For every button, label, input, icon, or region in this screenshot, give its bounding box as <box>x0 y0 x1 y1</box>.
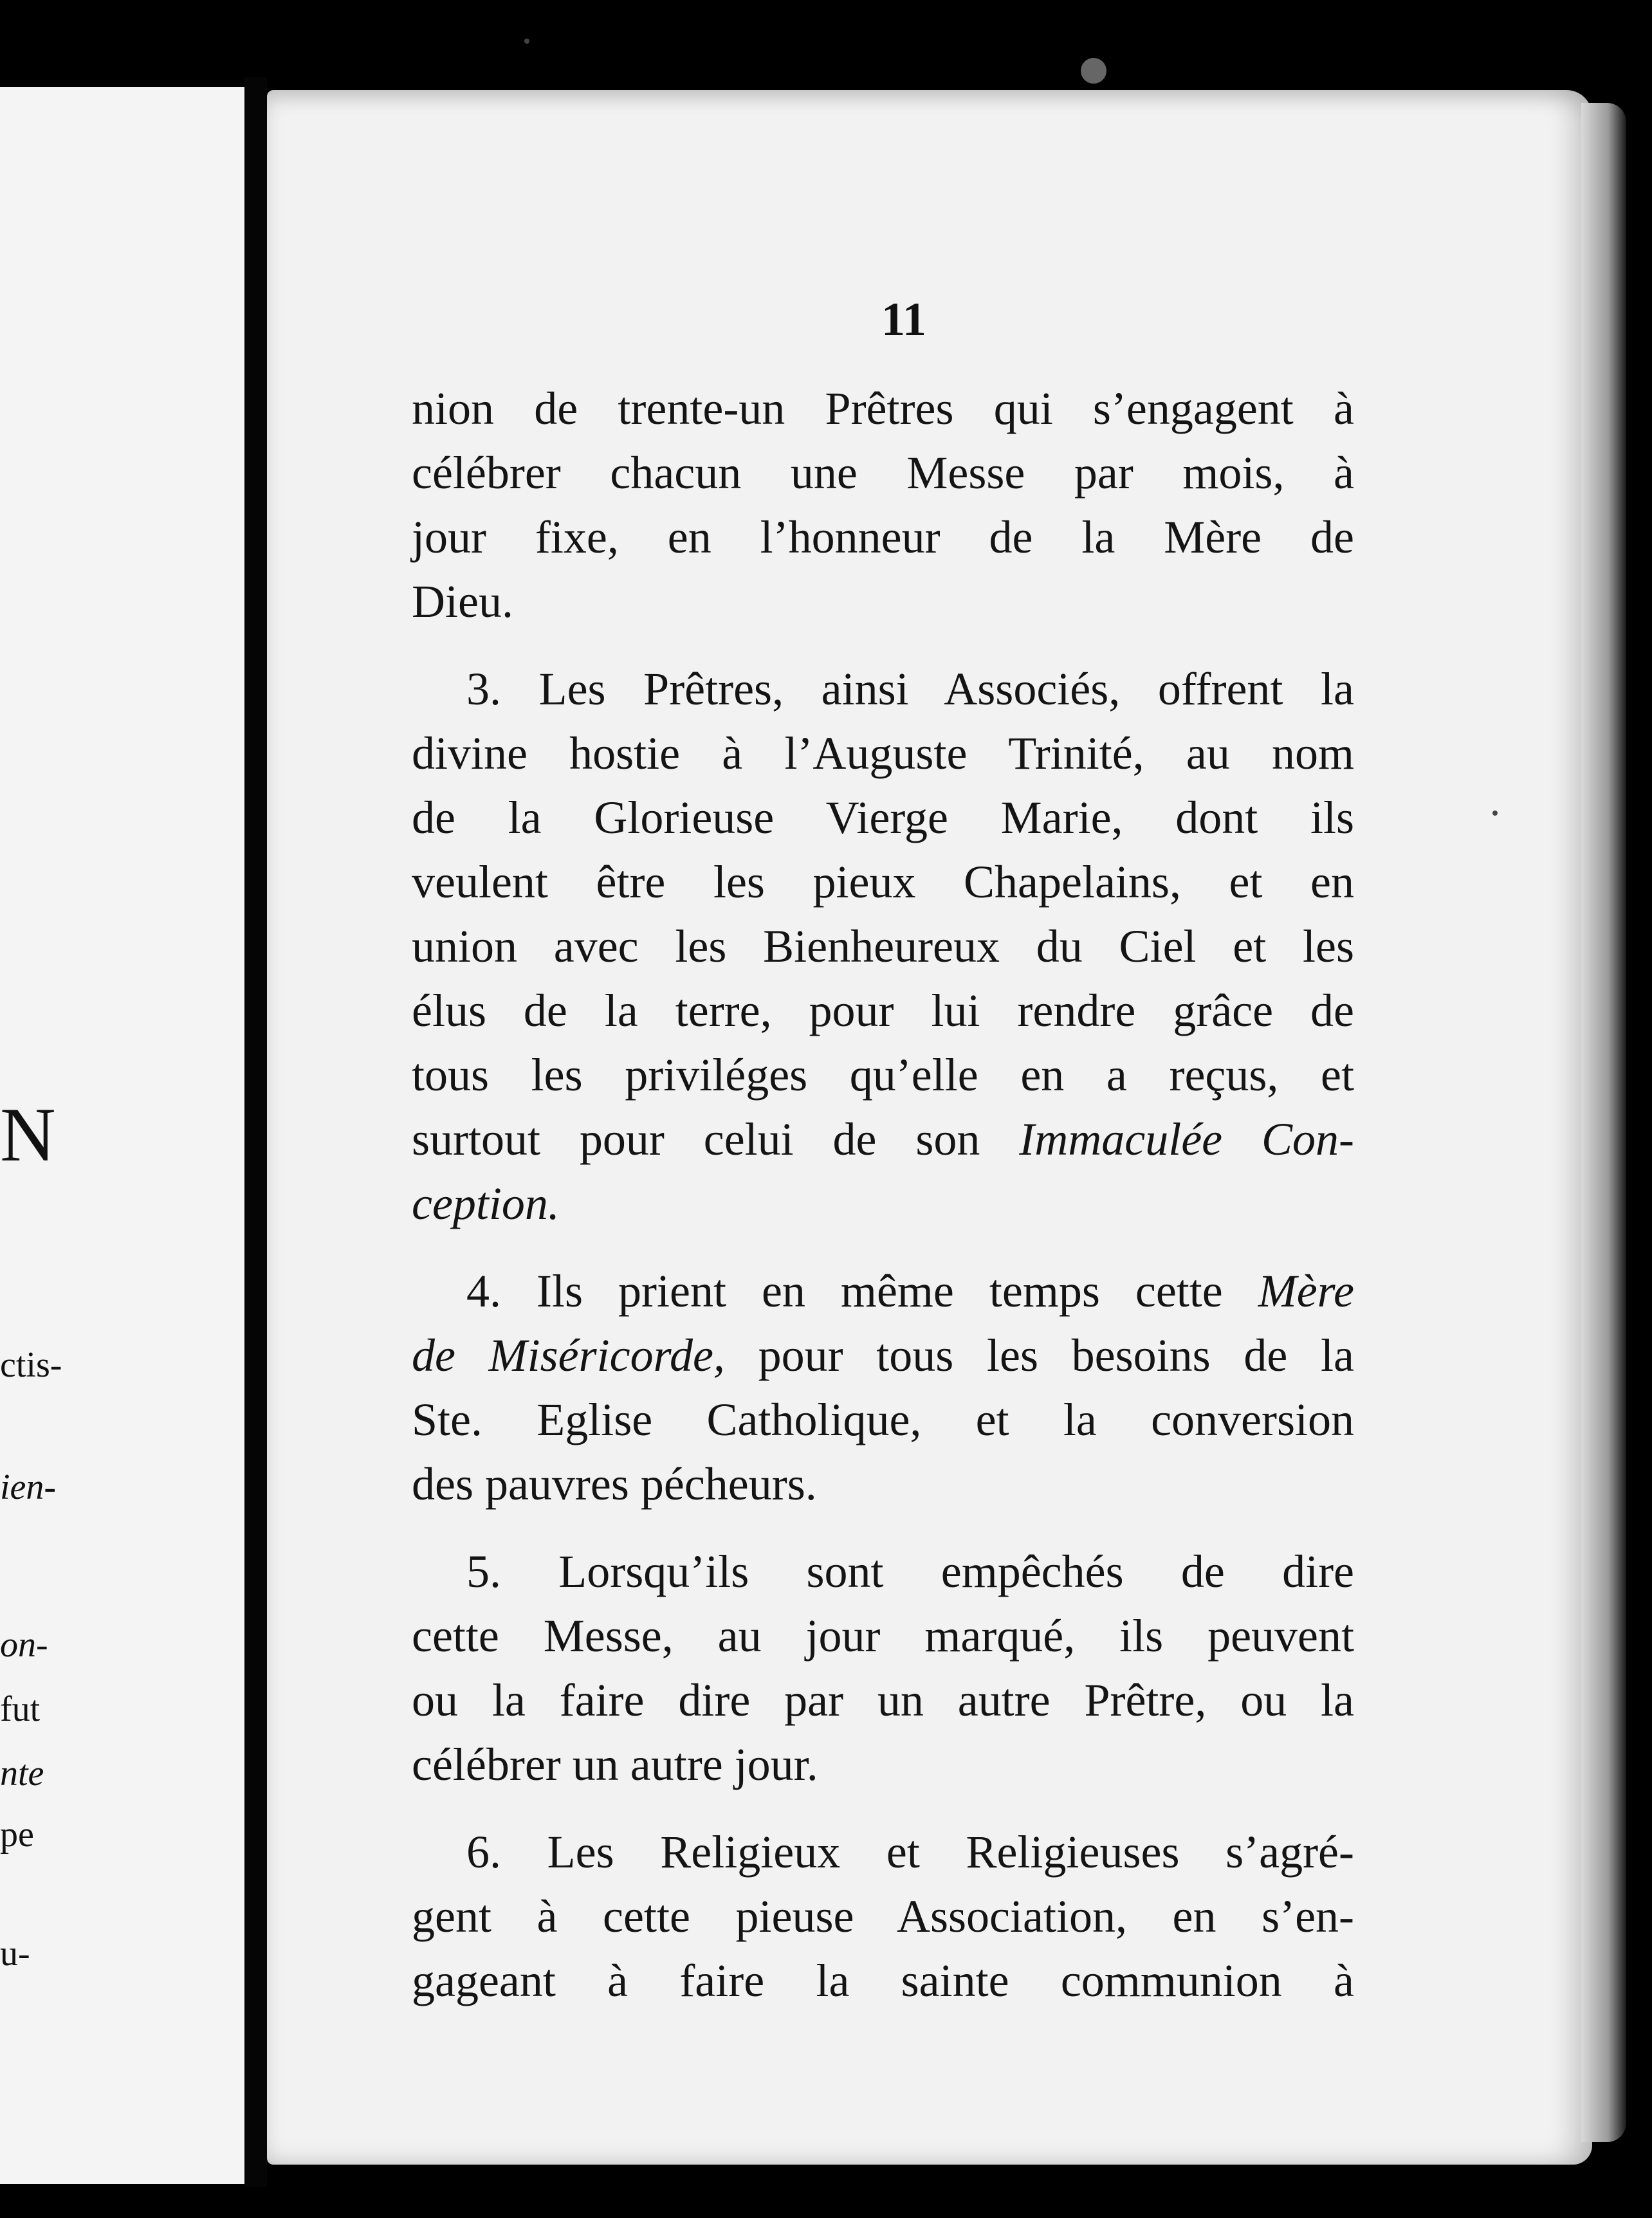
text-line: élus de la terre, pour lui rendre grâce de <box>412 985 1354 1036</box>
left-fragment: pe <box>0 1815 34 1855</box>
text-line: cette Messe, au jour marqué, ils peuvent <box>412 1610 1354 1662</box>
text-line: jour fixe, en l’honneur de la Mère de <box>412 511 1354 563</box>
paragraph-4 <box>412 1259 1354 1516</box>
text-segment: 4. Ils prient en même temps cette <box>466 1265 1258 1317</box>
paragraph-3 <box>412 657 1354 1236</box>
text-line: nion de trente-un Prêtres qui s’engagent à <box>412 383 1354 434</box>
paragraph-5 <box>412 1539 1354 1797</box>
text-line: gageant à faire la sainte communion à <box>412 1955 1354 2006</box>
page-number: 11 <box>881 293 926 346</box>
left-fragment: nte <box>0 1754 44 1793</box>
text-line: 3. Les Prêtres, ainsi Associés, offrent la <box>466 663 1354 715</box>
text-line-mixed <box>412 1107 1354 1171</box>
left-fragment: on- <box>0 1625 48 1665</box>
text-line: veulent être les pieux Chapelains, et en <box>412 856 1354 908</box>
scan-speck <box>1081 58 1106 84</box>
text-line: célébrer chacun une Messe par mois, à <box>412 447 1354 499</box>
left-fragment: N <box>0 1092 56 1177</box>
left-page-fragment <box>0 87 244 2184</box>
page-edge-shadow <box>1581 103 1626 2142</box>
book-gutter <box>244 77 267 2187</box>
italic-text: Immaculée Con- <box>1019 1114 1355 1165</box>
text-line: Dieu. <box>412 576 513 627</box>
text-line: divine hostie à l’Auguste Trinité, au nom <box>412 728 1354 779</box>
text-line: 5. Lorsqu’ils sont empêchés de dire <box>466 1546 1354 1597</box>
left-fragment: u- <box>0 1934 30 1974</box>
left-fragment: ctis- <box>0 1345 62 1385</box>
text-line: des pauvres pécheurs. <box>412 1458 817 1510</box>
text-line: 6. Les Religieux et Religieuses s’agré- <box>466 1826 1354 1878</box>
text-line: célébrer un autre jour. <box>412 1739 818 1790</box>
left-fragment: fut <box>0 1689 41 1729</box>
left-fragment: ien- <box>0 1467 57 1507</box>
text-line: union avec les Bienheureux du Ciel et les <box>412 921 1354 972</box>
text-line-mixed <box>412 1259 1354 1323</box>
paragraph-6 <box>412 1820 1354 2013</box>
scan-speck <box>524 39 529 44</box>
text-line: ou la faire dire par un autre Prêtre, ou la <box>412 1674 1354 1726</box>
italic-text: de Miséricorde, <box>412 1330 725 1381</box>
text-line: Ste. Eglise Catholique, et la conversion <box>412 1394 1354 1445</box>
page-body <box>412 376 1354 2036</box>
italic-text: ception. <box>412 1178 560 1229</box>
text-segment: pour tous les besoins de la <box>724 1330 1354 1381</box>
text-line: tous les priviléges qu’elle en a reçus, et <box>412 1049 1354 1101</box>
paragraph-continued <box>412 376 1354 634</box>
text-line-mixed <box>412 1323 1354 1388</box>
text-segment: surtout pour celui de son <box>412 1114 1020 1165</box>
text-line: de la Glorieuse Vierge Marie, dont ils <box>412 792 1354 843</box>
scan-speck <box>1492 811 1498 816</box>
italic-text: Mère <box>1258 1265 1354 1317</box>
text-line: gent à cette pieuse Association, en s’en- <box>412 1891 1354 1942</box>
